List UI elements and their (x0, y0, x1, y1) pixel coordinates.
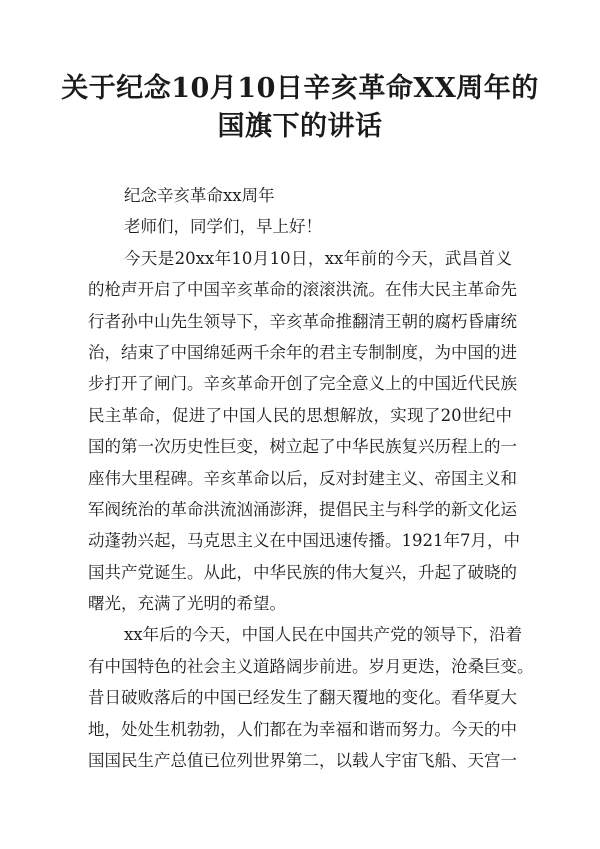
title-line-1: 关于纪念10月10日辛亥革命XX周年的 (61, 73, 539, 104)
greeting: 老师们，同学们，早上好！ (124, 217, 322, 237)
paragraph-line: 行者孙中山先生领导下，辛亥革命推翻清王朝的腐朽昏庸统 (88, 311, 517, 331)
paragraph-line: 国的第一次历史性巨变，树立起了中华民族复兴历程上的一 (88, 437, 517, 457)
paragraph-line: 曙光，充满了光明的希望。 (88, 594, 286, 614)
document-title (60, 70, 540, 146)
paragraph-line: 动蓬勃兴起，马克思主义在中国迅速传播。1921年7月，中 (88, 531, 520, 551)
paragraph-line: 座伟大里程碑。辛亥革命以后，反对封建主义、帝国主义和 (88, 468, 517, 488)
paragraph-line: 步打开了闸门。辛亥革命开创了完全意义上的中国近代民族 (88, 374, 517, 394)
paragraph-line: 民主革命，促进了中国人民的思想解放，实现了20世纪中 (88, 405, 512, 425)
paragraph-line: 有中国特色的社会主义道路阔步前进。岁月更迭，沧桑巨变。 (88, 656, 534, 676)
paragraph-2 (88, 619, 534, 776)
paragraph-line: 军阀统治的革命洪流汹涌澎湃，提倡民主与科学的新文化运 (88, 499, 517, 519)
paragraph-line: 治，结束了中国绵延两千余年的君主专制制度，为中国的进 (88, 342, 517, 362)
subtitle: 纪念辛亥革命xx周年 (124, 186, 275, 205)
paragraph-line: xx年后的今天，中国人民在中国共产党的领导下，沿着 (124, 625, 523, 645)
paragraph-line: 今天是20xx年10月10日，xx年前的今天，武昌首义 (124, 248, 512, 268)
paragraph-line: 地，处处生机勃勃，人们都在为幸福和谐而努力。今天的中 (88, 719, 517, 739)
document-body (88, 180, 534, 776)
paragraph-1 (88, 243, 520, 620)
paragraph-line: 的枪声开启了中国辛亥革命的滚滚洪流。在伟大民主革命先 (88, 280, 517, 300)
paragraph-line: 昔日破败落后的中国已经发生了翻天覆地的变化。看华夏大 (88, 688, 517, 708)
title-line-2: 国旗下的讲话 (217, 111, 383, 142)
paragraph-line: 国国民生产总值已位列世界第二，以载人宇宙飞船、天宫一 (88, 751, 517, 771)
paragraph-line: 国共产党诞生。从此，中华民族的伟大复兴，升起了破晓的 (88, 562, 517, 582)
